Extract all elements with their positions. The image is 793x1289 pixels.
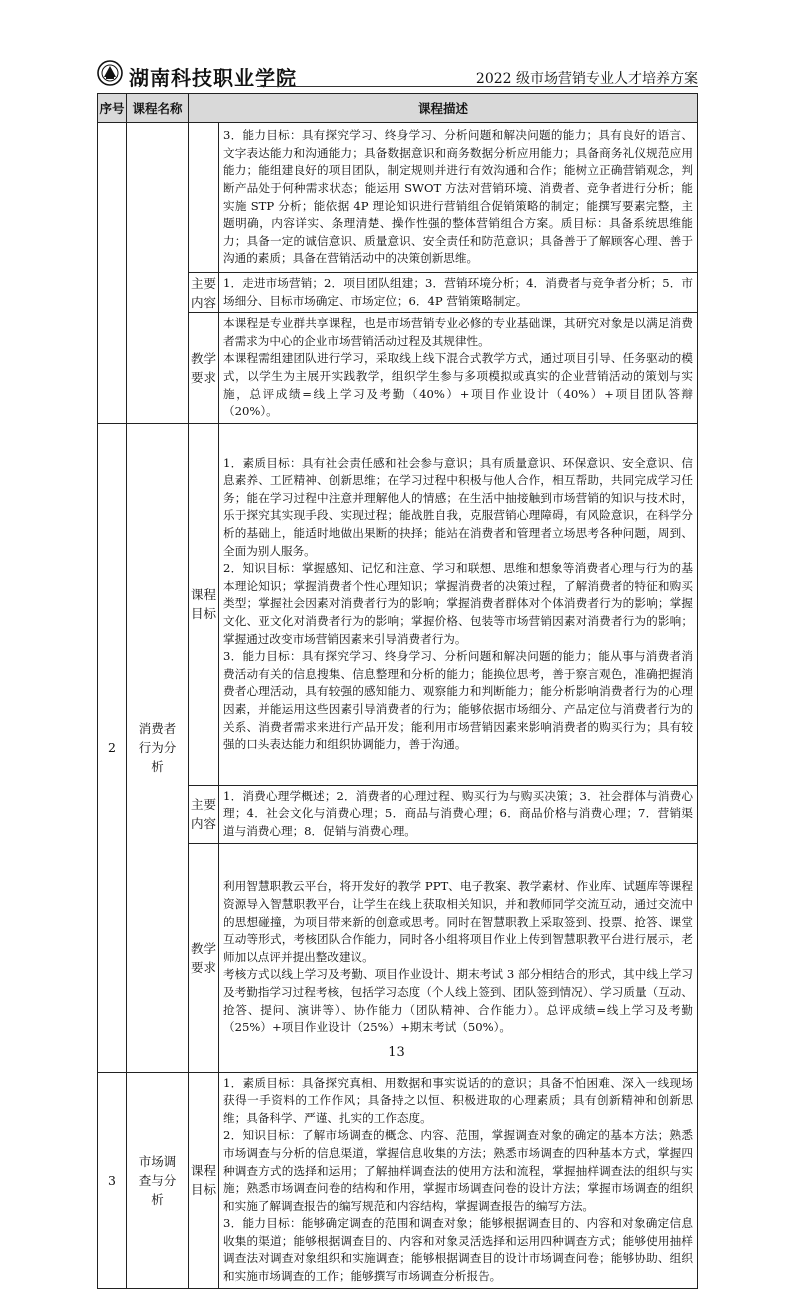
row-number bbox=[98, 123, 127, 424]
section-label-text: 教学要求 bbox=[190, 350, 216, 385]
description-paragraph: 利用智慧职教云平台，将开发好的教学 PPT、电子教案、教学素材、作业库、试题库等课程资源导入智慧职教平台，让学生在线上获取相关知识，并和教师同学交流互动，通过交流中的思想碰撞，为项目带来新的创意或思考。同时在智慧职教上采取签到、投票、抢答、课堂互动等形式，考核团队合作能力，同时各小组将项目作业上传到智慧职教平台进行展示，老师加以点评并提出整改建议。 bbox=[223, 879, 693, 964]
row-number: 3 bbox=[98, 1072, 127, 1288]
description-paragraph: 3．能力目标：具有探究学习、终身学习、分析问题和解决问题的能力；具有良好的语言、文字表达能力和沟通能力；具备数据意识和商务数据分析应用能力；具备商务礼仪规范应用能力；能组建良好的项目团队，制定规则并进行有效沟通和合作；能树立正确营销观念，判断产品处于何种需求状态；能运用 SWOT 方法对营销环境、消费者、竞争者进行分析；能实施 STP 分析；能依据 4P 理论知识进行营销组合促销策略的制定；能撰写要素完整，主题明确，内容详实、条理清楚、操作性强的整体营销组合方案。质目标：具备系统思维能力；具备一定的诚信意识、质量意识、安全责任和防范意识；具备善于了解顾客心理、善于沟通的素质；具备在营销活动中的决策创新思维。 bbox=[223, 128, 693, 266]
school-logo-icon bbox=[97, 60, 123, 86]
course-table bbox=[97, 93, 698, 1289]
section-label-text: 主要内容 bbox=[190, 797, 216, 832]
course-name bbox=[127, 1072, 189, 1288]
school-name: 湖南科技职业学院 bbox=[129, 66, 297, 90]
section-label bbox=[189, 273, 219, 313]
description-paragraph: 3．能力目标：能够确定调查的范围和调查对象；能够根据调查目的、内容和对象确定信息收集的渠道；能够根据调查目的、内容和对象灵活选择和运用四种调查方式；能够使用抽样调查法对调查对象组织和实施调查；能够根据调查目的设计市场调查问卷；能够协助、组织和实施市场调查的工作；能够撰写市场调查分析报告。 bbox=[223, 1216, 693, 1284]
description-paragraph: 3．能力目标：具有探究学习、终身学习、分析问题和解决问题的能力；能从事与消费者消费活动有关的信息搜集、信息整理和分析的能力；能换位思考，善于察言观色，准确把握消费者心理活动，具有较强的感知能力、观察能力和判断能力；能分析影响消费者行为的心理因素，并能运用这些因素引导消费者的行为；能够依据市场细分、产品定位与消费者行为的关系、消费者需求来进行产品开发；能利用市场营销因素来影响消费者的购买行为；具有较强的口头表达能力和组织协调能力，善于沟通。 bbox=[223, 649, 693, 752]
header-course-desc: 课程描述 bbox=[189, 94, 698, 123]
row-number: 2 bbox=[98, 423, 127, 1072]
course-name-text: 消费者行为分析 bbox=[138, 721, 177, 775]
description-paragraph: 1．素质目标：具有社会责任感和社会参与意识；具有质量意识、环保意识、安全意识、信息素养、工匠精神、创新思维；在学习过程中积极与他人合作，相互帮助，共同完成学习任务；能在学习过程中注意并理解他人的情感；在生活中抽接触到市场营销的知识与技术时，乐于探究其实现手段、实现过程；能战胜自我，克服营销心理障碍，有风险意识，在科学分析的基础上，能适时地做出果断的抉择；能站在消费者和管理者立场思考各种问题，周到、全面为别人服务。 bbox=[223, 455, 693, 558]
section-description bbox=[219, 313, 698, 424]
description-paragraph: 1．消费心理学概述；2．消费者的心理过程、购买行为与购买决策；3．社会群体与消费心理；4．社会文化与消费心理；5．商品与消费心理；6．商品价格与消费心理；7．营销渠道与消费心理；8．促销与消费心理。 bbox=[223, 788, 693, 838]
description-paragraph: 2．知识目标：了解市场调查的概念、内容、范围，掌握调查对象的确定的基本方法；熟悉市场调查与分析的信息渠道，掌握信息收集的方法；熟悉市场调查的四种基本方式，掌握四种调查方式的选择和运用；了解抽样调查法的使用方法和流程，掌握抽样调查法的组织与实施；熟悉市场调查问卷的结构和作用，掌握市场调查问卷的设计方法；掌握市场调查的组织和实施了解调查报告的编写规范和内容结构，掌握调查报告的编写方法。 bbox=[223, 1128, 693, 1213]
section-description bbox=[219, 423, 698, 785]
page-number: 13 bbox=[388, 1045, 405, 1060]
header-no: 序号 bbox=[98, 94, 127, 123]
table-header-row bbox=[98, 94, 698, 123]
table-row bbox=[98, 423, 698, 785]
description-paragraph: 本课程需组建团队进行学习，采取线上线下混合式教学方式，通过项目引导、任务驱动的模式，以学生为主展开实践教学，组织学生参与多项模拟或真实的企业营销活动的策划与实施，总评成绩=线上学习及考勤（40%）+项目作业设计（40%）+项目团队答辩（20%）。 bbox=[223, 351, 693, 419]
section-label-text: 课程目标 bbox=[190, 1163, 216, 1198]
section-description bbox=[219, 273, 698, 313]
description-paragraph: 1．素质目标：具备探究真相、用数据和事实说话的的意识；具备不怕困难、深入一线现场获得一手资料的工作作风；具备持之以恒、积极进取的心理素质；具有创新精神和创新思维；具备科学、严谨、扎实的工作态度。 bbox=[223, 1075, 693, 1125]
section-description bbox=[219, 785, 698, 843]
section-label-text: 主要内容 bbox=[190, 275, 216, 310]
page-header bbox=[97, 52, 698, 92]
section-label bbox=[189, 843, 219, 1072]
course-name bbox=[127, 123, 189, 424]
course-name-text: 市场调查与分析 bbox=[138, 1153, 177, 1207]
section-label bbox=[189, 313, 219, 424]
section-label bbox=[189, 123, 219, 273]
section-description bbox=[219, 123, 698, 273]
description-paragraph: 本课程是专业群共享课程，也是市场营销专业必修的专业基础课，其研究对象是以满足消费者需求为中心的企业市场营销活动过程及其规律性。 bbox=[223, 316, 693, 348]
document-title: 2022 级市场营销专业人才培养方案 bbox=[475, 71, 698, 87]
section-label bbox=[189, 423, 219, 785]
section-label-text: 课程目标 bbox=[190, 587, 216, 622]
section-label bbox=[189, 785, 219, 843]
header-course-name: 课程名称 bbox=[127, 94, 189, 123]
table-row bbox=[98, 123, 698, 273]
course-name bbox=[127, 423, 189, 1072]
header-divider bbox=[257, 86, 698, 87]
section-description bbox=[219, 1072, 698, 1288]
section-description bbox=[219, 843, 698, 1072]
section-label-text: 教学要求 bbox=[190, 940, 216, 975]
section-label bbox=[189, 1072, 219, 1288]
description-paragraph: 考核方式以线上学习及考勤、项目作业设计、期末考试 3 部分相结合的形式，其中线上学习及考勤指学习过程考核，包括学习态度（个人线上签到、团队签到情况）、学习质量（互动、抢答、提问、演讲等）、协作能力（团队精神、合作能力）。总评成绩=线上学习及考勤（25%）+项目作业设计（25%）+期末考试（50%）。 bbox=[223, 967, 693, 1035]
table-row bbox=[98, 1072, 698, 1288]
description-paragraph: 2．知识目标：掌握感知、记忆和注意、学习和联想、思维和想象等消费者心理与行为的基本理论知识；掌握消费者个性心理知识；掌握消费者的决策过程，了解消费者的特征和购买类型；掌握社会因素对消费者行为的影响；掌握消费者群体对个体消费者行为的影响；掌握文化、亚文化对消费者行为的影响；掌握价格、包装等市场营销因素对消费者行为的影响；掌握通过改变市场营销因素来引导消费者行为。 bbox=[223, 561, 693, 646]
description-paragraph: 1．走进市场营销；2．项目团队组建；3．营销环境分析；4．消费者与竞争者分析；5．市场细分、目标市场确定、市场定位；6．4P 营销策略制定。 bbox=[223, 276, 693, 308]
